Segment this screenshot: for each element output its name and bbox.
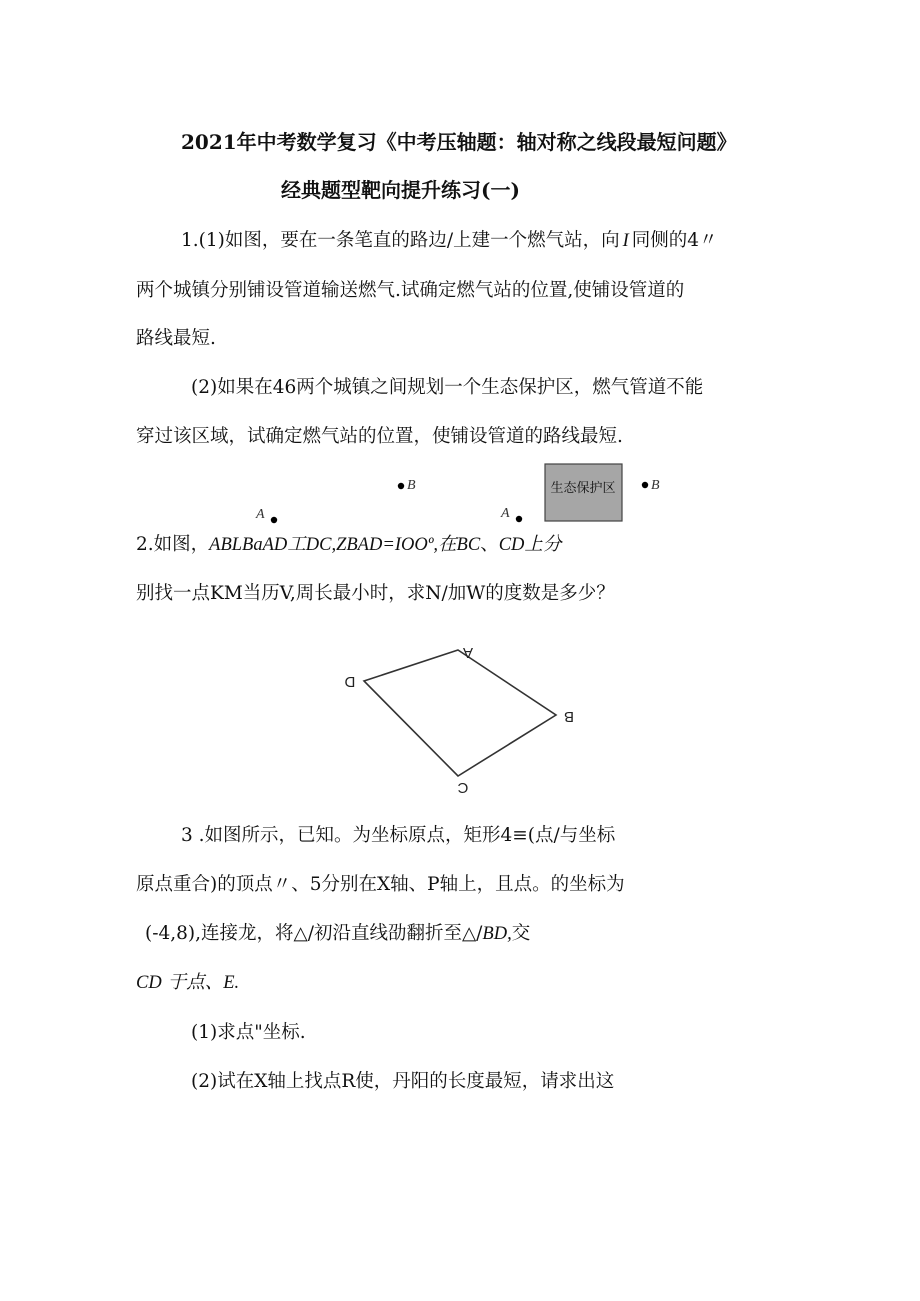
q2-line-1-tail: CD上分	[498, 535, 562, 555]
q3-line-4	[136, 974, 239, 993]
point-B-right-label: B	[651, 478, 660, 493]
q1-line-3: 路线最短.	[136, 328, 216, 349]
eco-protection-zone-label: 生态保护区	[550, 480, 616, 495]
q1-line-1-italic: I	[622, 231, 629, 251]
figure-1	[240, 456, 680, 536]
q3-line-5: (1)求点"坐标.	[191, 1022, 306, 1043]
q1-line-2: 两个城镇分别铺设管道输送燃气.试确定燃气站的位置,使铺设管道的	[136, 280, 685, 301]
point-B-right-dot	[642, 482, 648, 488]
document-subtitle: 经典题型靶向提升练习(一)	[281, 178, 520, 202]
q3-line-2: 原点重合)的顶点〃、5分别在X轴、P轴上，且点。的坐标为	[136, 874, 625, 895]
point-A-right-dot	[516, 516, 522, 522]
q1-line-5: 穿过该区域，试确定燃气站的位置，使铺设管道的路线最短.	[136, 426, 623, 447]
vertex-D-label: D	[344, 673, 356, 690]
q2-line-1-text: 2.如图，	[136, 534, 210, 555]
q3-line-3-tail: 交	[511, 923, 531, 944]
point-A-right-label: A	[501, 506, 510, 521]
q1-line-1-text: 1.(1)如图，要在一条笔直的路边/上建一个燃气站，向	[181, 230, 620, 251]
vertex-C-label: C	[457, 779, 469, 796]
figure-2	[330, 628, 590, 798]
q2-line-1-sep: 、	[480, 534, 499, 555]
document-title: 2021年中考数学复习《中考压轴题：轴对称之线段最短问题》	[181, 130, 737, 154]
q1-line-4: (2)如果在46两个城镇之间规划一个生态保护区，燃气管道不能	[191, 377, 704, 398]
point-B-left-label: B	[407, 478, 416, 493]
q3-line-6: (2)试在X轴上找点R使，丹阳的长度最短，请求出这	[191, 1071, 615, 1092]
q1-line-1-tail: 同侧的4〃	[631, 230, 718, 251]
q3-line-3-text: (-4,8),连接龙，将△/初沿直线劭翻折至△/	[145, 923, 483, 944]
vertex-A-label: A	[462, 644, 474, 661]
q3-line-3	[145, 925, 530, 944]
q3-line-3-italic: BD,	[482, 924, 512, 944]
q2-line-2: 别找一点KM当历V,周长最小时，求N/加W的度数是多少？	[136, 583, 615, 604]
q3-line-1: 3 .如图所示，已知。为坐标原点，矩形4≡(点/与坐标	[181, 825, 616, 846]
point-B-left-dot	[398, 483, 404, 489]
q3-line-4-text: 于点、	[167, 973, 224, 993]
point-A-left-label: A	[256, 507, 265, 522]
q2-line-1	[136, 536, 561, 555]
q1-line-1	[181, 232, 718, 251]
q3-line-4-point: E.	[223, 973, 240, 993]
q3-line-4-cd: CD	[136, 973, 162, 993]
point-A-left-dot	[271, 517, 277, 523]
vertex-B-label: B	[563, 708, 575, 725]
quadrilateral-ABCD	[364, 650, 556, 776]
q2-line-1-formula: ABLBaAD工DC,ZBAD=IOOº,在BC	[209, 535, 481, 555]
